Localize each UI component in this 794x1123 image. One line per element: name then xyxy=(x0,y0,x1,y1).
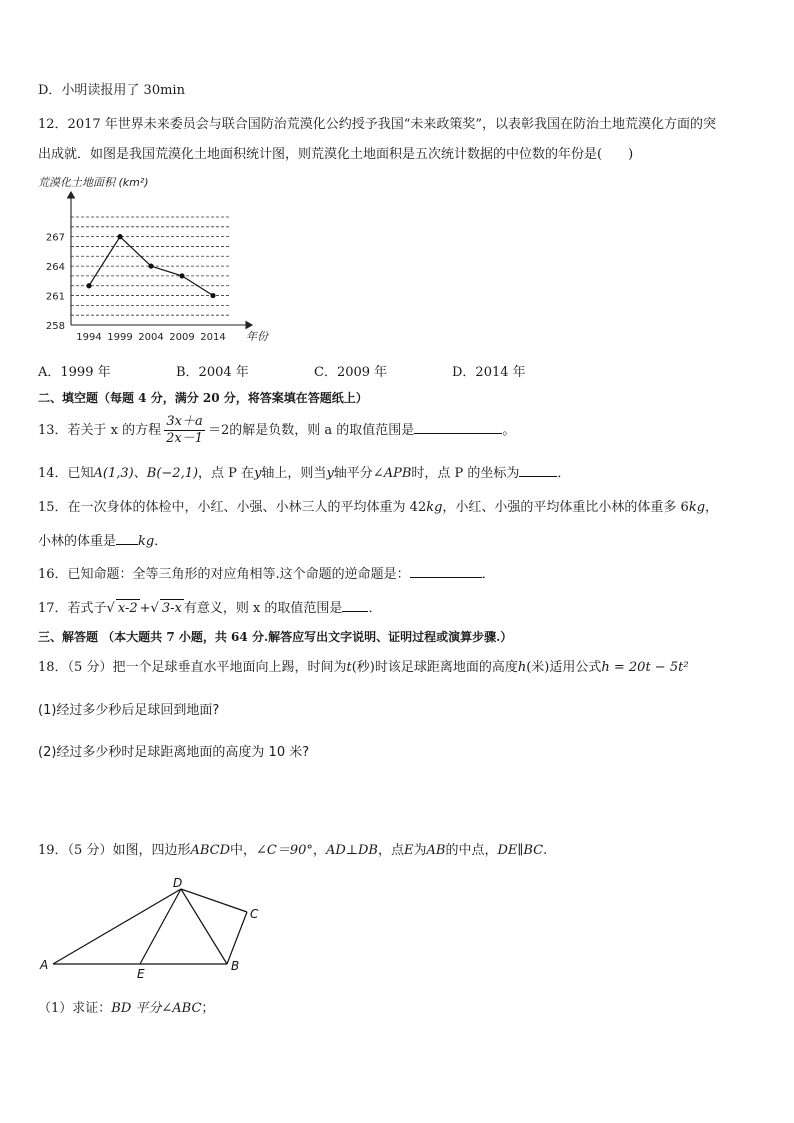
segment-ad xyxy=(53,889,181,964)
q14-end: ． xyxy=(557,466,571,481)
q17-radicand-2: 3-x xyxy=(161,601,182,616)
q19-text-a: 19．（5 分）如图，四边形 xyxy=(38,843,191,858)
label-d: D xyxy=(173,876,183,890)
label-c: C xyxy=(250,907,259,921)
q15-answer-blank[interactable] xyxy=(116,530,138,545)
q17-answer-blank[interactable] xyxy=(342,597,368,612)
chart-x-label: 年份 xyxy=(246,330,268,343)
q13-frac-num: 3x＋a xyxy=(164,414,205,431)
q15-end: ． xyxy=(154,534,168,549)
section-2-heading: 二、填空题（每题 4 分，满分 20 分，将答案填在答题纸上） xyxy=(38,391,368,405)
q15-line1c: ， xyxy=(705,500,719,515)
q19-text-e: 的中点， xyxy=(445,843,498,858)
q19-part1-end: ； xyxy=(201,1001,215,1016)
q14-text-a: 14．已知 xyxy=(38,466,94,481)
chart-y-tick-label: 264 xyxy=(45,262,65,274)
q12-line1: 12．2017 年世界未来委员会与联合国防治荒漠化公约授予我国“未来政策奖”，以表彰我国在防治土地荒漠化方面的突 xyxy=(38,117,717,132)
q18-text-c: (米)适用公式 xyxy=(526,660,602,675)
q12-option-d: D．2014 年 xyxy=(452,365,526,380)
q19-parallel: DE∥BC xyxy=(497,843,544,858)
q16 xyxy=(38,563,495,584)
q17 xyxy=(38,597,381,618)
q14-text-e: 时，点 P 的坐标为 xyxy=(411,466,520,481)
q19-text-d: 为 xyxy=(413,843,427,858)
q13-fraction xyxy=(164,414,205,447)
chart-y-tick-label: 267 xyxy=(45,232,65,244)
q15-kg2: kg xyxy=(688,500,706,515)
segment-dc xyxy=(181,889,247,912)
q18 xyxy=(38,659,689,677)
chart-x-tick-label: 2009 xyxy=(169,332,195,343)
q19-perp: AD⊥DB xyxy=(325,843,378,858)
q13-frac-den: 2x－1 xyxy=(166,431,204,446)
label-a: A xyxy=(40,958,49,972)
segment-cb xyxy=(227,912,247,964)
sqrt-icon: √ xyxy=(106,601,115,616)
q13-suffix: ＝2的解是负数，则 a 的取值范围是 xyxy=(208,423,415,438)
segment-db xyxy=(181,889,227,964)
sqrt-icon: √ xyxy=(150,601,159,616)
q12-option-b: B．2004 年 xyxy=(176,365,249,380)
q19 xyxy=(38,842,547,860)
q15-kg1: kg xyxy=(426,500,443,515)
chart-point xyxy=(148,263,153,268)
chart-point xyxy=(179,273,184,278)
q13-prefix: 13．若关于 x 的方程 xyxy=(38,423,162,438)
q14 xyxy=(38,462,570,483)
q15-line2a: 小林的体重是 xyxy=(38,534,117,549)
q15-line1 xyxy=(38,499,718,517)
q15-kg3: kg xyxy=(138,534,155,549)
q14-text-d: 轴平分 xyxy=(333,466,373,481)
q18-t: t xyxy=(346,660,352,675)
q19-part1-a: （1）求证： xyxy=(38,1001,112,1016)
q14-sep: 、 xyxy=(133,466,147,481)
quadrilateral-figure xyxy=(30,872,270,982)
chart-point xyxy=(117,234,122,239)
q14-y1: y xyxy=(254,466,262,481)
q13 xyxy=(38,413,515,449)
label-e: E xyxy=(137,967,145,981)
chart-y-tick-label: 258 xyxy=(45,321,65,332)
chart-x-tick-label: 2004 xyxy=(138,332,164,343)
q19-abcd: ABCD xyxy=(190,843,231,858)
q19-e: E xyxy=(403,843,414,858)
q16-text: 16．已知命题：全等三角形的对应角相等.这个命题的逆命题是： xyxy=(38,567,410,582)
q17-prefix: 17．若式子 xyxy=(38,601,107,616)
q18-part2: (2)经过多少秒时足球距离地面的高度为 10 米? xyxy=(38,745,310,760)
q18-text-a: 18．（5 分）把一个足球垂直水平地面向上踢，时间为 xyxy=(38,660,347,675)
q19-angle-c: ∠C＝90° xyxy=(256,843,313,858)
chart-x-tick-label: 1999 xyxy=(107,332,133,343)
q17-end: ． xyxy=(368,601,382,616)
chart-x-tick-label: 1994 xyxy=(76,332,102,343)
q18-formula: h = 20t − 5t² xyxy=(601,660,689,675)
q16-answer-blank[interactable] xyxy=(410,563,482,578)
q19-text-b: 中， xyxy=(230,843,257,858)
q12-line2: 出成就．如图是我国荒漠化土地面积统计图，则荒漠化土地面积是五次统计数据的中位数的年份是( ) xyxy=(38,147,634,162)
q19-ab: AB xyxy=(426,843,446,858)
q14-text-c: 轴上，则当 xyxy=(261,466,327,481)
q12-option-c: C．2009 年 xyxy=(314,365,388,380)
q15-line1a: 15．在一次身体的体检中，小红、小强、小林三人的平均体重为 42 xyxy=(38,500,427,515)
chart-y-tick-label: 261 xyxy=(45,291,65,303)
q18-part1: (1)经过多少秒后足球回到地面? xyxy=(38,703,220,718)
section-3-heading: 三、解答题 （本大题共 7 小题，共 64 分.解答应写出文字说明、证明过程或演算步骤.） xyxy=(38,630,513,644)
desertification-chart xyxy=(30,172,280,347)
q14-point-a: A(1,3) xyxy=(93,466,134,481)
q12-options xyxy=(38,364,590,382)
q14-y2: y xyxy=(326,466,334,481)
q17-plus: + xyxy=(139,601,151,616)
q15-line1b: ，小红、小强的平均体重比小林的体重多 6 xyxy=(442,500,689,515)
q14-text-b: ，点 P 在 xyxy=(198,466,255,481)
q18-h: h xyxy=(517,660,527,675)
chart-x-tick-label: 2014 xyxy=(200,332,226,343)
q17-suffix: 有意义，则 x 的取值范围是 xyxy=(183,601,343,616)
q19-text-c: ，点 xyxy=(377,843,404,858)
label-b: B xyxy=(231,959,240,973)
q14-point-b: B(−2,1) xyxy=(146,466,199,481)
chart-point xyxy=(86,283,91,288)
q19-end: . xyxy=(543,843,548,858)
q14-answer-blank[interactable] xyxy=(519,462,557,477)
q19-sep1: ， xyxy=(312,843,326,858)
q13-answer-blank[interactable] xyxy=(414,419,502,434)
chart-title: 荒漠化土地面积 (km²) xyxy=(38,176,149,189)
q18-text-b: (秒)时该足球距离地面的高度 xyxy=(351,660,518,675)
q16-end: ． xyxy=(481,567,495,582)
q19-part1-b: BD 平分∠ABC xyxy=(111,1001,202,1016)
q11-option-d: D．小明读报用了 30min xyxy=(38,83,185,98)
q14-angle: ∠APB xyxy=(372,466,412,481)
q12-option-a: A．1999 年 xyxy=(38,365,111,380)
segment-de xyxy=(140,889,181,964)
q13-end: 。 xyxy=(502,423,516,438)
chart-point xyxy=(210,293,215,298)
q17-radicand-1: x-2 xyxy=(117,601,138,616)
q15-line2 xyxy=(38,530,167,551)
q19-part1 xyxy=(38,1000,214,1018)
